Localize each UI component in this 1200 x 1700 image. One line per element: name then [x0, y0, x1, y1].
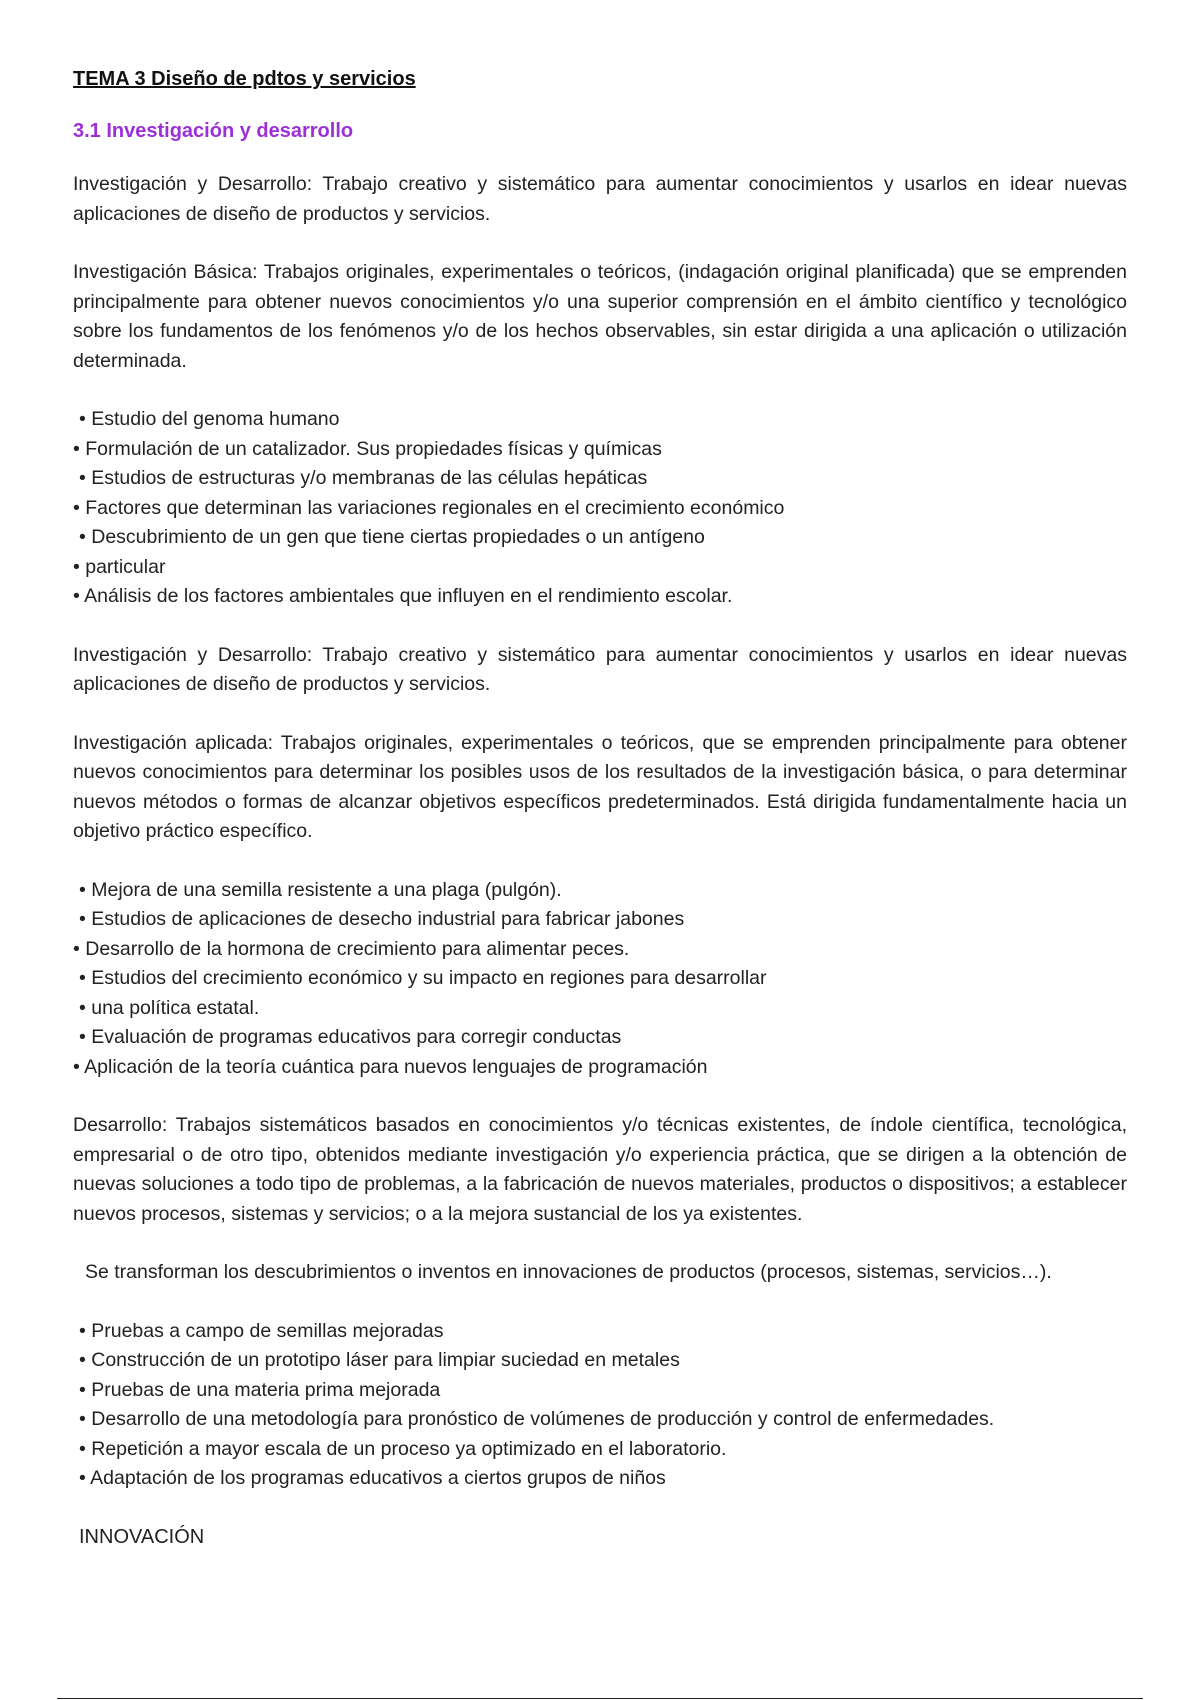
paragraph-id-definition-repeat: Investigación y Desarrollo: Trabajo creativo y sistemático para aumentar conocimientos y usarlos en idear nuevas aplicaciones de diseño de productos y servicios. [73, 643, 1127, 695]
list-item: • Estudios del crecimiento económico y su impacto en regiones para desarrollar [79, 967, 767, 989]
list-item: • Construcción de un prototipo láser para limpiar suciedad en metales [79, 1349, 680, 1371]
list-item: • Desarrollo de una metodología para pronóstico de volúmenes de producción y control de enfermedades. [79, 1408, 995, 1430]
list-item: • Estudios de aplicaciones de desecho industrial para fabricar jabones [79, 908, 685, 930]
page-bottom-divider [57, 1698, 1143, 1699]
list-item: • Repetición a mayor escala de un proceso ya optimizado en el laboratorio. [79, 1437, 727, 1460]
list-item: • Factores que determinan las variaciones regionales en el crecimiento económico [73, 496, 785, 519]
list-item: • Pruebas a campo de semillas mejoradas [79, 1319, 444, 1342]
paragraph-development: Desarrollo: Trabajos sistemáticos basados en conocimientos y/o técnicas existentes, de índole científica, tecnológica, empresarial o de otro tipo, obtenidos mediante investigación y/o experiencia práctica, que se dirigen a la obtención de nuevas soluciones a todo tipo de problemas, a la fabricación de nuevos materiales, productos o dispositivos; a establecer nuevos procesos, sistemas y servicios; o a la mejora sustancial de los ya existentes. [73, 1114, 1127, 1225]
list-item: • Formulación de un catalizador. Sus propiedades físicas y químicas [73, 437, 662, 460]
list-item: • una política estatal. [79, 996, 260, 1019]
list-item: • Descubrimiento de un gen que tiene ciertas propiedades o un antígeno [79, 526, 705, 548]
paragraph-basic-research: Investigación Básica: Trabajos originales, experimentales o teóricos, (indagación original planificada) que se emprenden principalmente para obtener nuevos conocimientos y/o una superior comprensión en el ámbito científico y tecnológico sobre los fundamentos de los fenómenos y/o de los hechos observables, sin estar dirigida a una aplicación o utilización determinada. [73, 261, 1127, 372]
list-item: • Adaptación de los programas educativos a ciertos grupos de niños [79, 1467, 666, 1489]
list-item: • Estudio del genoma humano [79, 408, 340, 430]
list-item: • Evaluación de programas educativos para corregir conductas [79, 1026, 622, 1048]
applied-research-examples-list [73, 876, 1127, 1083]
list-item: • Mejora de una semilla resistente a una plaga (pulgón). [79, 878, 562, 901]
list-item: • Desarrollo de la hormona de crecimiento para alimentar peces. [73, 937, 630, 960]
list-item: • particular [73, 555, 166, 578]
innovation-heading: INNOVACIÓN [79, 1525, 205, 1548]
list-item: • Pruebas de una materia prima mejorada [79, 1378, 441, 1401]
document-title: TEMA 3 Diseño de pdtos y servicios [73, 68, 416, 90]
paragraph-applied-research: Investigación aplicada: Trabajos originales, experimentales o teóricos, que se emprenden principalmente para obtener nuevos conocimientos para determinar los posibles usos de los resultados de la investigación básica, o para determinar nuevos métodos o formas de alcanzar objetivos específicos predeterminados. Está dirigida fundamentalmente hacia un objetivo práctico específico. [73, 731, 1127, 842]
basic-research-examples-list [73, 405, 1127, 612]
development-examples-list [73, 1317, 1127, 1494]
section-heading: 3.1 Investigación y desarrollo [73, 120, 354, 142]
list-item: • Análisis de los factores ambientales que influyen en el rendimiento escolar. [73, 585, 733, 607]
list-item: • Aplicación de la teoría cuántica para nuevos lenguajes de programación [73, 1055, 708, 1078]
list-item: • Estudios de estructuras y/o membranas de las células hepáticas [79, 467, 648, 489]
paragraph-transformation: Se transforman los descubrimientos o inventos en innovaciones de productos (procesos, sistemas, servicios…). [85, 1261, 1052, 1283]
paragraph-id-definition: Investigación y Desarrollo: Trabajo creativo y sistemático para aumentar conocimientos y usarlos en idear nuevas aplicaciones de diseño de productos y servicios. [73, 173, 1127, 225]
document-page [73, 66, 1127, 1551]
